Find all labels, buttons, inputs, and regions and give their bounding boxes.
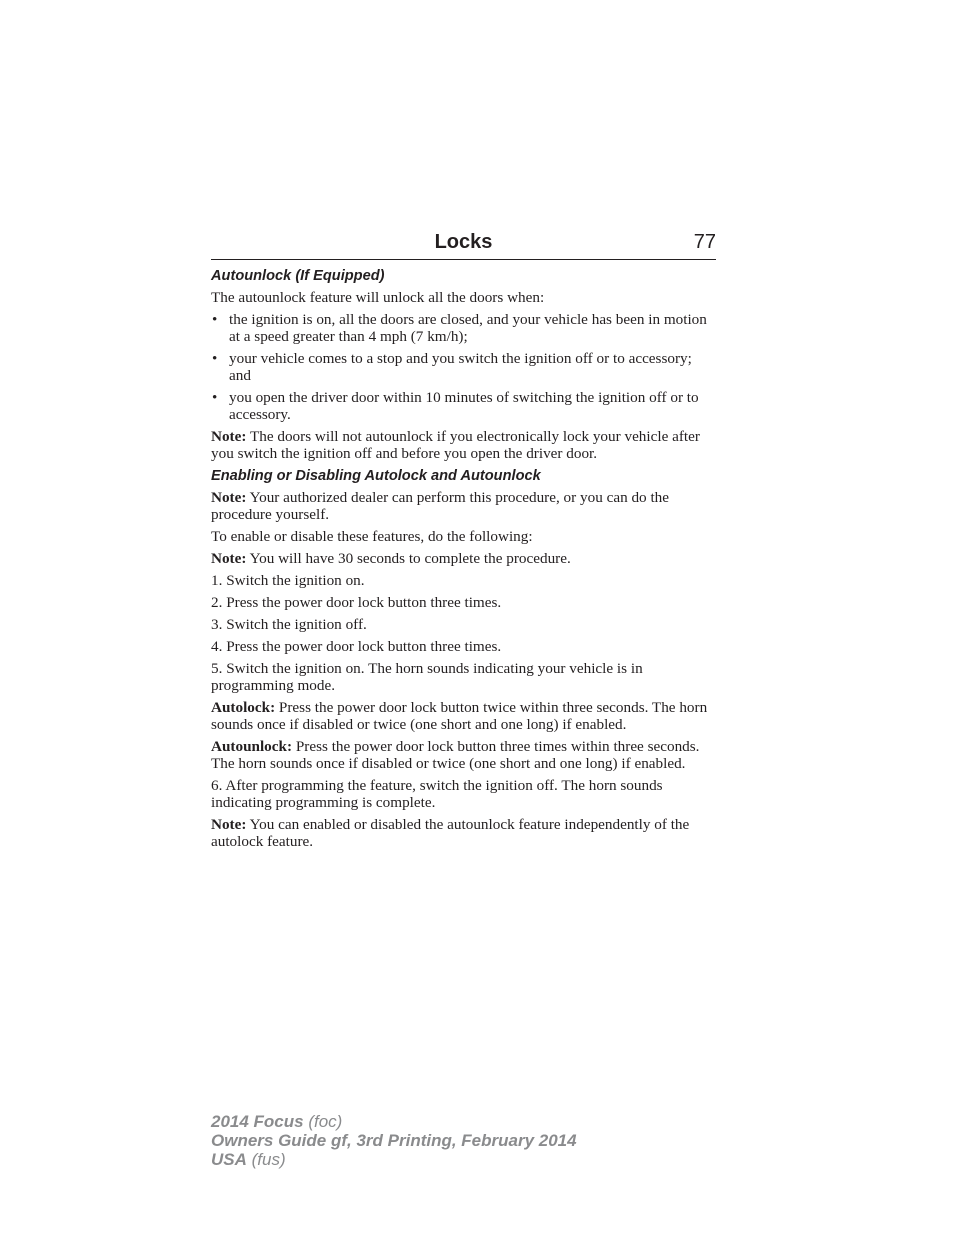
procedure-step: 2. Press the power door lock button three times.: [211, 594, 502, 611]
note-text: The doors will not autounlock if you electronically lock your vehicle after you switch the ignition off and before you open the driver door.: [211, 428, 700, 462]
dealer-note: [211, 489, 716, 523]
procedure-step: 6. After programming the feature, switch the ignition off. The horn sounds indicating programming is complete.: [211, 777, 663, 811]
section-title: Locks: [434, 231, 493, 253]
note-text: Your authorized dealer can perform this procedure, or you can do the procedure yourself.: [211, 489, 669, 523]
time-limit-note: [211, 550, 716, 567]
note-text: You will have 30 seconds to complete the procedure.: [246, 550, 571, 567]
autounlock-instruction: [211, 738, 716, 772]
enabling-heading: Enabling or Disabling Autolock and Autounlock: [211, 468, 541, 484]
list-item: • the ignition is on, all the doors are closed, and your vehicle has been in motion at a speed greater than 4 mph (7 km/h);: [211, 311, 716, 345]
autounlock-conditions-list: [211, 311, 716, 423]
list-item: • you open the driver door within 10 minutes of switching the ignition off or to accessory.: [211, 389, 716, 423]
page-content: [211, 267, 716, 855]
footer-model-code: (foc): [303, 1112, 343, 1131]
page-footer: [211, 1112, 577, 1169]
note-label: Note:: [211, 816, 247, 833]
note-label: Note:: [211, 428, 247, 445]
enabling-intro: To enable or disable these features, do the following:: [211, 528, 533, 545]
footer-market-code: (fus): [246, 1150, 286, 1169]
procedure-step: 3. Switch the ignition off.: [211, 616, 367, 633]
footer-market: USA: [211, 1150, 247, 1169]
autolock-instruction: [211, 699, 716, 733]
autounlock-intro: The autounlock feature will unlock all the doors when:: [211, 289, 545, 306]
procedure-step: 4. Press the power door lock button three times.: [211, 638, 502, 655]
footer-market-line: [211, 1150, 577, 1169]
independent-note: [211, 816, 716, 850]
procedure-step: 1. Switch the ignition on.: [211, 572, 365, 589]
autolock-text: Press the power door lock button twice within three seconds. The horn sounds once if disabled or twice (one short and one long) if enabled.: [211, 699, 708, 733]
autounlock-label: Autounlock:: [211, 738, 293, 755]
note-text: You can enabled or disabled the autounlock feature independently of the autolock feature.: [211, 816, 690, 850]
note-label: Note:: [211, 489, 247, 506]
autounlock-note: [211, 428, 716, 462]
page-header: [211, 228, 716, 260]
procedure-step: 5. Switch the ignition on. The horn sounds indicating your vehicle is in programming mode.: [211, 660, 643, 694]
autolock-label: Autolock:: [211, 699, 276, 716]
autounlock-heading: Autounlock (If Equipped): [211, 268, 385, 284]
footer-model-line: [211, 1112, 577, 1131]
page-number: 77: [693, 231, 716, 253]
list-item: • your vehicle comes to a stop and you switch the ignition off or to accessory; and: [211, 350, 716, 384]
autounlock-text: Press the power door lock button three times within three seconds. The horn sounds once if disabled or twice (one short and one long) if enabled.: [211, 738, 700, 772]
footer-model: 2014 Focus: [211, 1112, 304, 1131]
note-label: Note:: [211, 550, 247, 567]
footer-printing-line: Owners Guide gf, 3rd Printing, February 2014: [211, 1131, 577, 1150]
